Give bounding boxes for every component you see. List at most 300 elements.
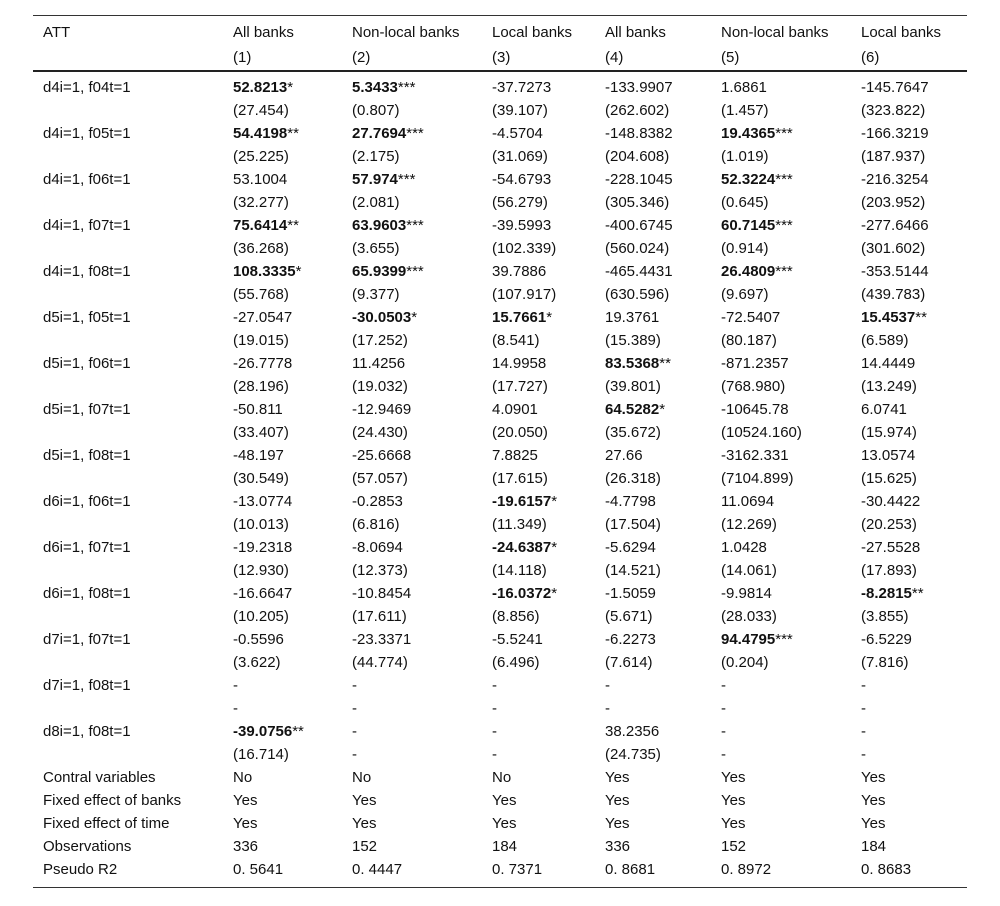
- coefficient-value: 52.8213: [233, 79, 288, 96]
- column-header: Local banks: [861, 23, 942, 41]
- standard-error-cell: (7.816): [861, 654, 909, 671]
- standard-error-cell: (17.727): [492, 378, 548, 395]
- coefficient-cell: [223, 536, 342, 559]
- coefficient-cell: [711, 260, 851, 283]
- coefficient-row: [33, 306, 967, 329]
- standard-error-cell: (17.615): [492, 470, 548, 487]
- coefficient-cell: [223, 352, 342, 375]
- standard-error-cell: (3.622): [233, 654, 281, 671]
- row-label: d4i=1, f08t=1: [43, 263, 131, 280]
- coefficient-value: -27.0547: [233, 309, 293, 326]
- coefficient-cell: [711, 398, 851, 421]
- footer-row: [33, 766, 967, 789]
- empty-label-cell: [33, 467, 223, 490]
- coefficient-row: [33, 122, 967, 145]
- standard-error-cell: (16.714): [233, 746, 289, 763]
- column-header: All banks: [233, 23, 294, 41]
- coefficient-cell: [851, 582, 967, 605]
- standard-error-cell: (80.187): [721, 332, 777, 349]
- coefficient-cell: [482, 628, 595, 651]
- column-number: (3): [482, 44, 595, 71]
- coefficient-cell: [482, 398, 595, 421]
- coefficient-cell: [482, 720, 595, 743]
- coefficient-value: 1.0428: [721, 539, 767, 556]
- coefficient-cell: [851, 168, 967, 191]
- standard-error-cell: (17.893): [861, 562, 917, 579]
- standard-error-cell: (107.917): [492, 286, 557, 303]
- standard-error-cell: (102.339): [492, 240, 557, 257]
- coefficient-cell: [223, 628, 342, 651]
- coefficient-value: 11.4256: [352, 355, 406, 372]
- coefficient-cell: [223, 582, 342, 605]
- coefficient-value: -216.3254: [861, 171, 929, 188]
- coefficient-value: -48.197: [233, 447, 284, 464]
- header-row-names: [33, 16, 967, 45]
- empty-label-cell: [33, 99, 223, 122]
- footer-value: Yes: [233, 792, 258, 809]
- coefficient-cell: [223, 398, 342, 421]
- standard-error-cell: (1.019): [721, 148, 769, 165]
- significance-stars: *: [287, 79, 294, 96]
- empty-label-cell: [33, 191, 223, 214]
- footer-value: Yes: [605, 815, 630, 832]
- standard-error-cell: (19.015): [233, 332, 289, 349]
- coefficient-cell: [223, 122, 342, 145]
- standard-error-cell: (11.349): [492, 516, 547, 533]
- standard-error-cell: (262.602): [605, 102, 670, 119]
- significance-stars: ***: [397, 171, 416, 188]
- coefficient-cell: [342, 352, 482, 375]
- footer-value: Yes: [861, 792, 886, 809]
- row-label: d4i=1, f06t=1: [43, 171, 131, 188]
- coefficient-value: -: [861, 677, 866, 694]
- coefficient-value: -50.811: [233, 401, 283, 418]
- coefficient-value: -145.7647: [861, 79, 929, 96]
- coefficient-value: -166.3219: [861, 125, 929, 142]
- footer-value: Yes: [721, 792, 746, 809]
- footer-value: 0. 8972: [711, 858, 851, 888]
- footer-value: Yes: [492, 792, 517, 809]
- footer-value: Yes: [352, 815, 377, 832]
- standard-error-cell: (12.373): [352, 562, 408, 579]
- row-label-header: ATT: [43, 23, 71, 41]
- coefficient-row: [33, 214, 967, 237]
- coefficient-value: -: [492, 723, 497, 740]
- standard-error-row: [33, 191, 967, 214]
- coefficient-value: -465.4431: [605, 263, 673, 280]
- coefficient-cell: [223, 720, 342, 743]
- standard-error-cell: -: [492, 700, 497, 717]
- coefficient-value: -27.5528: [861, 539, 921, 556]
- coefficient-value: -6.5229: [861, 631, 912, 648]
- column-number: (1): [223, 44, 342, 71]
- standard-error-cell: (7104.899): [721, 470, 794, 487]
- standard-error-row: [33, 145, 967, 168]
- empty-label-cell: [33, 697, 223, 720]
- coefficient-value: 83.5368: [605, 355, 660, 372]
- standard-error-cell: -: [721, 746, 726, 763]
- coefficient-value: 38.2356: [605, 723, 660, 740]
- footer-value: 152: [352, 838, 378, 855]
- significance-stars: ***: [406, 125, 424, 142]
- coefficient-value: 7.8825: [492, 447, 538, 464]
- standard-error-cell: -: [352, 746, 357, 763]
- coefficient-cell: [851, 444, 967, 467]
- coefficient-value: -8.2815: [861, 585, 912, 602]
- standard-error-cell: -: [721, 700, 726, 717]
- empty-label-cell: [33, 421, 223, 444]
- standard-error-cell: (6.496): [492, 654, 540, 671]
- coefficient-row: [33, 444, 967, 467]
- significance-stars: *: [659, 401, 666, 418]
- standard-error-cell: (9.377): [352, 286, 400, 303]
- coefficient-value: -6.2273: [605, 631, 656, 648]
- coefficient-cell: [342, 536, 482, 559]
- coefficient-cell: [342, 628, 482, 651]
- row-label: d5i=1, f06t=1: [43, 355, 131, 372]
- empty-label-cell: [33, 743, 223, 766]
- standard-error-cell: (0.204): [721, 654, 769, 671]
- coefficient-cell: [342, 71, 482, 99]
- coefficient-cell: [595, 71, 711, 99]
- coefficient-cell: [711, 168, 851, 191]
- standard-error-cell: (36.268): [233, 240, 289, 257]
- coefficient-value: 108.3335: [233, 263, 296, 280]
- coefficient-cell: [595, 260, 711, 283]
- standard-error-cell: (28.033): [721, 608, 777, 625]
- coefficient-cell: [482, 674, 595, 697]
- coefficient-value: -5.5241: [492, 631, 543, 648]
- coefficient-value: 14.9958: [492, 355, 547, 372]
- coefficient-value: 4.0901: [492, 401, 538, 418]
- coefficient-value: -871.2357: [721, 355, 789, 372]
- coefficient-value: -24.6387: [492, 539, 552, 556]
- regression-table: [33, 15, 967, 888]
- standard-error-cell: (27.454): [233, 102, 289, 119]
- empty-label-cell: [33, 145, 223, 168]
- coefficient-cell: [223, 71, 342, 99]
- table-body: [33, 71, 967, 888]
- coefficient-value: -39.0756: [233, 723, 293, 740]
- footer-value: Yes: [492, 815, 517, 832]
- coefficient-cell: [595, 536, 711, 559]
- empty-label-cell: [33, 651, 223, 674]
- coefficient-cell: [595, 582, 711, 605]
- standard-error-cell: -: [352, 700, 357, 717]
- coefficient-cell: [223, 214, 342, 237]
- column-header: All banks: [605, 23, 666, 41]
- coefficient-cell: [851, 536, 967, 559]
- footer-value: 184: [492, 838, 518, 855]
- coefficient-row: [33, 71, 967, 99]
- coefficient-value: 5.3433: [352, 79, 398, 96]
- footer-label: Contral variables: [43, 769, 156, 786]
- standard-error-cell: (15.625): [861, 470, 917, 487]
- standard-error-cell: (12.269): [721, 516, 777, 533]
- coefficient-cell: [851, 720, 967, 743]
- coefficient-value: -19.6157: [492, 493, 552, 510]
- coefficient-value: 13.0574: [861, 447, 916, 464]
- coefficient-cell: [223, 444, 342, 467]
- standard-error-cell: (10.013): [233, 516, 289, 533]
- standard-error-cell: (560.024): [605, 240, 670, 257]
- standard-error-cell: (2.081): [352, 194, 400, 211]
- coefficient-value: -54.6793: [492, 171, 552, 188]
- footer-row: [33, 812, 967, 835]
- coefficient-cell: [851, 352, 967, 375]
- row-label: d5i=1, f07t=1: [43, 401, 131, 418]
- coefficient-cell: [711, 490, 851, 513]
- coefficient-value: -16.6647: [233, 585, 293, 602]
- footer-value: 184: [861, 838, 887, 855]
- standard-error-row: [33, 467, 967, 490]
- coefficient-value: -30.4422: [861, 493, 921, 510]
- standard-error-cell: (13.249): [861, 378, 917, 395]
- coefficient-value: 27.66: [605, 447, 643, 464]
- standard-error-row: [33, 283, 967, 306]
- standard-error-cell: (2.175): [352, 148, 400, 165]
- significance-stars: **: [915, 309, 927, 326]
- standard-error-cell: -: [492, 746, 497, 763]
- footer-value: No: [352, 769, 372, 786]
- coefficient-value: -277.6466: [861, 217, 929, 234]
- row-label: d5i=1, f08t=1: [43, 447, 131, 464]
- coefficient-value: -37.7273: [492, 79, 552, 96]
- coefficient-cell: [851, 674, 967, 697]
- coefficient-cell: [342, 168, 482, 191]
- footer-value: 0. 7371: [482, 858, 595, 888]
- coefficient-cell: [595, 122, 711, 145]
- footer-value: Yes: [352, 792, 377, 809]
- coefficient-value: -: [721, 723, 726, 740]
- coefficient-value: 11.0694: [721, 493, 775, 510]
- coefficient-value: -0.5596: [233, 631, 284, 648]
- standard-error-cell: (10.205): [233, 608, 289, 625]
- coefficient-cell: [851, 306, 967, 329]
- significance-stars: ***: [775, 263, 793, 280]
- column-header: Non-local banks: [352, 23, 460, 41]
- row-label: d4i=1, f07t=1: [43, 217, 131, 234]
- standard-error-cell: (17.252): [352, 332, 408, 349]
- standard-error-cell: (30.549): [233, 470, 289, 487]
- coefficient-value: -0.2853: [352, 493, 403, 510]
- coefficient-value: -228.1045: [605, 171, 673, 188]
- coefficient-row: [33, 490, 967, 513]
- coefficient-cell: [482, 306, 595, 329]
- coefficient-cell: [223, 490, 342, 513]
- standard-error-cell: (14.521): [605, 562, 661, 579]
- coefficient-cell: [482, 352, 595, 375]
- coefficient-row: [33, 352, 967, 375]
- coefficient-value: 53.1004: [233, 171, 288, 188]
- empty-label-cell: [33, 513, 223, 536]
- standard-error-cell: (39.801): [605, 378, 661, 395]
- coefficient-cell: [482, 168, 595, 191]
- standard-error-row: [33, 697, 967, 720]
- standard-error-row: [33, 605, 967, 628]
- coefficient-value: -400.6745: [605, 217, 673, 234]
- standard-error-cell: -: [605, 700, 610, 717]
- standard-error-cell: -: [861, 746, 866, 763]
- coefficient-value: -8.0694: [352, 539, 403, 556]
- standard-error-cell: (768.980): [721, 378, 786, 395]
- coefficient-cell: [482, 260, 595, 283]
- coefficient-cell: [711, 214, 851, 237]
- coefficient-cell: [223, 306, 342, 329]
- coefficient-cell: [482, 122, 595, 145]
- empty-label-cell: [33, 283, 223, 306]
- coefficient-value: 60.7145: [721, 217, 776, 234]
- coefficient-value: -19.2318: [233, 539, 293, 556]
- standard-error-cell: (301.602): [861, 240, 926, 257]
- footer-value: Yes: [721, 769, 746, 786]
- standard-error-cell: (5.671): [605, 608, 653, 625]
- standard-error-cell: (19.032): [352, 378, 408, 395]
- standard-error-cell: (3.855): [861, 608, 909, 625]
- coefficient-value: 14.4449: [861, 355, 916, 372]
- footer-value: 336: [233, 838, 259, 855]
- standard-error-cell: (0.914): [721, 240, 769, 257]
- coefficient-cell: [482, 444, 595, 467]
- coefficient-cell: [711, 306, 851, 329]
- standard-error-row: [33, 513, 967, 536]
- footer-value: No: [233, 769, 253, 786]
- coefficient-row: [33, 536, 967, 559]
- coefficient-value: -3162.331: [721, 447, 789, 464]
- footer-value: Yes: [605, 769, 630, 786]
- coefficient-value: 19.4365: [721, 125, 776, 142]
- standard-error-cell: (17.504): [605, 516, 661, 533]
- coefficient-value: 27.7694: [352, 125, 407, 142]
- coefficient-value: -9.9814: [721, 585, 772, 602]
- coefficient-cell: [595, 490, 711, 513]
- standard-error-cell: (55.768): [233, 286, 289, 303]
- significance-stars: **: [911, 585, 924, 602]
- coefficient-value: -10.8454: [352, 585, 412, 602]
- coefficient-value: -72.5407: [721, 309, 781, 326]
- table-header: [33, 16, 967, 72]
- coefficient-value: -16.0372: [492, 585, 552, 602]
- standard-error-row: [33, 559, 967, 582]
- standard-error-cell: (20.253): [861, 516, 917, 533]
- footer-label: Pseudo R2: [33, 858, 223, 888]
- coefficient-cell: [711, 71, 851, 99]
- standard-error-cell: (28.196): [233, 378, 289, 395]
- coefficient-value: 1.6861: [721, 79, 767, 96]
- row-label: d7i=1, f07t=1: [43, 631, 131, 648]
- empty-label-cell: [33, 375, 223, 398]
- empty-header-cell: [33, 44, 223, 71]
- coefficient-cell: [482, 490, 595, 513]
- coefficient-cell: [711, 444, 851, 467]
- coefficient-cell: [342, 444, 482, 467]
- coefficient-cell: [342, 720, 482, 743]
- coefficient-cell: [595, 306, 711, 329]
- standard-error-cell: (17.611): [352, 608, 407, 625]
- footer-value: Yes: [861, 769, 886, 786]
- footer-label: Fixed effect of time: [43, 815, 170, 832]
- standard-error-cell: (14.118): [492, 562, 547, 579]
- coefficient-row: [33, 398, 967, 421]
- coefficient-row: [33, 168, 967, 191]
- standard-error-cell: (204.608): [605, 148, 670, 165]
- standard-error-row: [33, 329, 967, 352]
- coefficient-cell: [342, 122, 482, 145]
- standard-error-cell: (24.430): [352, 424, 408, 441]
- standard-error-cell: (6.589): [861, 332, 909, 349]
- coefficient-cell: [342, 260, 482, 283]
- standard-error-cell: (12.930): [233, 562, 289, 579]
- coefficient-value: -25.6668: [352, 447, 412, 464]
- significance-stars: ***: [406, 217, 424, 234]
- column-header: Non-local banks: [721, 23, 829, 41]
- standard-error-cell: (44.774): [352, 654, 408, 671]
- standard-error-cell: (35.672): [605, 424, 661, 441]
- standard-error-cell: (9.697): [721, 286, 769, 303]
- footer-row: [33, 789, 967, 812]
- footer-value: Yes: [605, 792, 630, 809]
- coefficient-cell: [595, 720, 711, 743]
- standard-error-cell: (439.783): [861, 286, 926, 303]
- coefficient-cell: [595, 168, 711, 191]
- significance-stars: *: [546, 309, 553, 326]
- row-label: d6i=1, f06t=1: [43, 493, 131, 510]
- coefficient-value: 15.7661: [492, 309, 547, 326]
- coefficient-cell: [223, 168, 342, 191]
- footer-row: [33, 835, 967, 858]
- column-number: (5): [711, 44, 851, 71]
- standard-error-cell: (14.061): [721, 562, 777, 579]
- standard-error-cell: (0.645): [721, 194, 769, 211]
- column-number: (6): [851, 44, 967, 71]
- significance-stars: ***: [775, 125, 793, 142]
- coefficient-value: -: [233, 677, 238, 694]
- standard-error-cell: (57.057): [352, 470, 408, 487]
- coefficient-value: -12.9469: [352, 401, 412, 418]
- footer-value: 0. 8683: [851, 858, 967, 888]
- coefficient-row: [33, 720, 967, 743]
- coefficient-cell: [851, 260, 967, 283]
- coefficient-cell: [595, 628, 711, 651]
- row-label: d5i=1, f05t=1: [43, 309, 131, 326]
- coefficient-value: -: [352, 723, 357, 740]
- coefficient-cell: [711, 352, 851, 375]
- coefficient-cell: [711, 628, 851, 651]
- coefficient-cell: [851, 214, 967, 237]
- empty-label-cell: [33, 559, 223, 582]
- column-number: (2): [342, 44, 482, 71]
- coefficient-cell: [595, 352, 711, 375]
- coefficient-value: 63.9603: [352, 217, 407, 234]
- coefficient-value: -23.3371: [352, 631, 412, 648]
- standard-error-cell: (187.937): [861, 148, 926, 165]
- coefficient-cell: [595, 214, 711, 237]
- coefficient-value: 15.4537: [861, 309, 916, 326]
- standard-error-cell: (24.735): [605, 746, 661, 763]
- standard-error-cell: (32.277): [233, 194, 289, 211]
- significance-stars: *: [551, 539, 558, 556]
- coefficient-cell: [482, 71, 595, 99]
- coefficient-cell: [342, 582, 482, 605]
- standard-error-row: [33, 237, 967, 260]
- standard-error-row: [33, 743, 967, 766]
- significance-stars: *: [551, 585, 558, 602]
- significance-stars: *: [411, 309, 418, 326]
- significance-stars: ***: [397, 79, 416, 96]
- significance-stars: *: [551, 493, 558, 510]
- coefficient-cell: [342, 398, 482, 421]
- standard-error-row: [33, 99, 967, 122]
